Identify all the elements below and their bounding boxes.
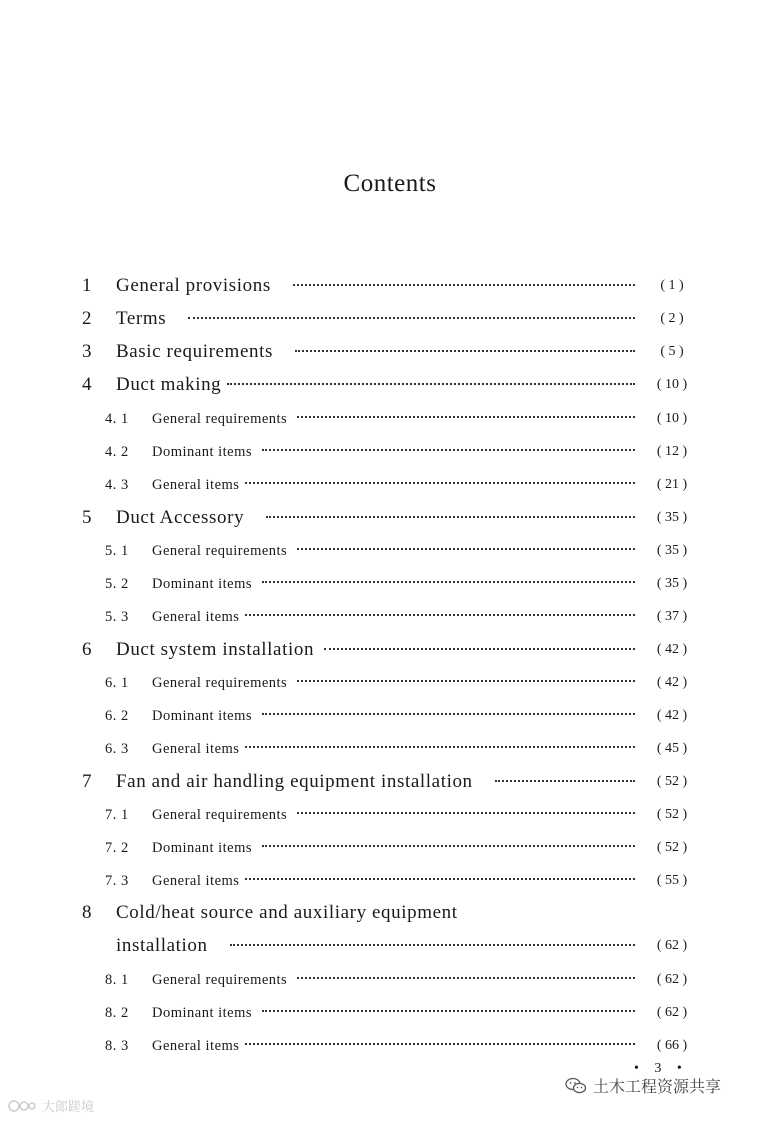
toc-entry[interactable] [0,737,767,761]
toc-number: 1 [82,275,92,296]
toc-entry[interactable] [0,704,767,728]
toc-entry[interactable] [0,440,767,464]
toc-number: 4. 3 [105,477,129,493]
toc-page: ( 62 ) [656,972,688,987]
toc-title: Duct Accessory [116,507,245,528]
toc-title: General provisions [116,275,271,296]
dot-leader [245,481,635,484]
toc-page: ( 10 ) [656,377,688,392]
toc-number: 8. 1 [105,972,129,988]
toc-number: 6. 1 [105,675,129,691]
toc-entry[interactable] [0,373,767,397]
toc-page: ( 5 ) [660,344,684,359]
toc-number: 7. 2 [105,840,129,856]
toc-title: Dominant items [152,840,253,856]
toc-entry[interactable] [0,638,767,662]
toc-entry[interactable] [0,836,767,860]
toc-entry[interactable] [0,1034,767,1058]
toc-number: 4. 1 [105,411,129,427]
dot-leader [297,976,635,979]
dot-leader [262,580,635,583]
toc-number: 7 [82,771,92,792]
toc-entry[interactable] [0,274,767,298]
toc-page: ( 21 ) [656,477,688,492]
toc-title: Dominant items [152,444,253,460]
toc-title: General requirements [152,675,288,691]
toc-page: ( 55 ) [656,873,688,888]
toc-number: 2 [82,308,92,329]
dot-leader [262,1009,635,1012]
dot-leader [262,712,635,715]
toc-title: Fan and air handling equipment installation [116,771,473,792]
toc-number: 3 [82,341,92,362]
toc-title: Basic requirements [116,341,273,362]
toc-page: ( 66 ) [656,1038,688,1053]
toc-entry[interactable] [0,539,767,563]
watermark-left-text: 大郎蹉境 [42,1100,95,1115]
dot-leader [262,844,635,847]
toc-title: General requirements [152,807,288,823]
toc-number: 4. 2 [105,444,129,460]
toc-title: General items [152,1038,240,1054]
toc-title: Cold/heat source and auxiliary equipment [116,902,458,923]
dot-leader [297,811,635,814]
toc-title: General requirements [152,972,288,988]
dot-leader [297,415,635,418]
dot-leader [324,647,635,650]
toc-entry[interactable] [0,1001,767,1025]
toc-title: General requirements [152,543,288,559]
toc-title: General requirements [152,411,288,427]
dot-leader [262,448,635,451]
toc-page: ( 1 ) [660,278,684,293]
toc-entry[interactable] [0,803,767,827]
toc-title: General items [152,741,240,757]
toc-title: Duct system installation [116,639,315,660]
watermark-text: 土木工程资源共享 [593,1077,722,1096]
toc-number: 8 [82,902,92,923]
toc-entry[interactable] [0,407,767,431]
toc-number: 5. 1 [105,543,129,559]
toc-number: 8. 3 [105,1038,129,1054]
toc-entry[interactable] [0,901,767,925]
toc-page: ( 35 ) [656,543,688,558]
toc-page: ( 2 ) [660,311,684,326]
toc-page: ( 37 ) [656,609,688,624]
toc-number: 5. 3 [105,609,129,625]
toc-number: 4 [82,374,92,395]
toc-number: 6 [82,639,92,660]
toc-entry[interactable] [0,473,767,497]
dot-leader [227,382,635,385]
page-title: Contents [343,170,437,197]
toc-page: ( 62 ) [656,1005,688,1020]
dot-leader [297,547,635,550]
toc-page: ( 42 ) [656,675,688,690]
toc-page: ( 10 ) [656,411,688,426]
dot-leader [293,283,635,286]
toc-entry[interactable] [0,307,767,331]
dot-leader [188,316,635,319]
toc-page: ( 12 ) [656,444,688,459]
wechat-icon [565,1077,587,1095]
toc-entry[interactable] [0,671,767,695]
toc-entry[interactable] [0,572,767,596]
toc-page: ( 52 ) [656,840,688,855]
toc-title: Dominant items [152,576,253,592]
toc-entry-continuation[interactable] [0,934,767,958]
toc-number: 7. 1 [105,807,129,823]
dot-leader [266,515,635,518]
toc-title: Dominant items [152,708,253,724]
toc-entry[interactable] [0,770,767,794]
dot-leader [245,877,635,880]
toc-page: ( 42 ) [656,642,688,657]
toc-number: 5. 2 [105,576,129,592]
toc-entry[interactable] [0,869,767,893]
toc-number: 5 [82,507,92,528]
toc-page: ( 52 ) [656,807,688,822]
dot-leader [230,943,635,946]
toc-title: General items [152,873,240,889]
toc-page: ( 42 ) [656,708,688,723]
dot-leader [245,613,635,616]
page-number: • 3 • [634,1061,688,1076]
toc-number: 7. 3 [105,873,129,889]
toc-page: ( 35 ) [656,576,688,591]
toc-entry[interactable] [0,340,767,364]
dot-leader [245,1042,635,1045]
toc-number: 8. 2 [105,1005,129,1021]
dot-leader [295,349,635,352]
toc-title: Dominant items [152,1005,253,1021]
toc-title: General items [152,609,240,625]
toc-number: 6. 3 [105,741,129,757]
toc-title: General items [152,477,240,493]
dot-leader [245,745,635,748]
toc-title: Terms [116,308,167,329]
logo-icon [8,1099,38,1113]
toc-page: ( 35 ) [656,510,688,525]
toc-page: ( 45 ) [656,741,688,756]
toc-number: 6. 2 [105,708,129,724]
toc-title: Duct making [116,374,222,395]
toc-page: ( 52 ) [656,774,688,789]
toc-page: ( 62 ) [656,938,688,953]
toc-entry[interactable] [0,506,767,530]
watermark-account [565,1074,721,1097]
toc-entry[interactable] [0,968,767,992]
toc-title-continuation: installation [116,935,208,956]
watermark-logo [8,1096,94,1115]
toc-entry[interactable] [0,605,767,629]
dot-leader [297,679,635,682]
dot-leader [495,779,635,782]
